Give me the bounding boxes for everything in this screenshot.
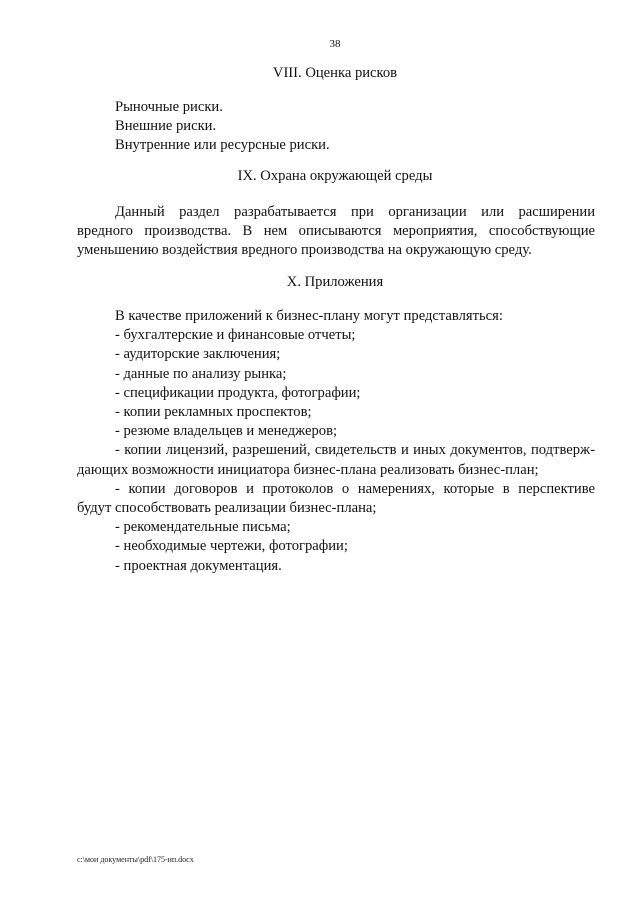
appendix-item: - аудиторские заключения;	[115, 346, 281, 363]
appendix-item-licenses-cont: дающих возможности инициатора бизнес-плана реализовать бизнес-план;	[77, 461, 539, 478]
paragraph-line: уменьшению воздействия вредного производства на окружающую среду.	[77, 242, 532, 259]
appendix-item-licenses: - копии лицензий, разрешений, свидетельств и иных документов, подтверж-	[115, 442, 595, 459]
paragraph-line: Данный раздел разрабатывается при организации или расширении	[115, 204, 595, 220]
appendix-item: - проектная документация.	[115, 557, 282, 574]
appendix-item: - спецификации продукта, фотографии;	[115, 384, 361, 401]
risk-item: Рыночные риски.	[115, 99, 223, 115]
page-number: 38	[329, 38, 341, 50]
section-8-title: VIII. Оценка рисков	[272, 65, 398, 81]
section-10-intro: В качестве приложений к бизнес-плану могут представляться:	[115, 308, 503, 324]
appendix-item: - необходимые чертежи, фотографии;	[115, 538, 348, 555]
paragraph-line: вредного производства. В нем описываются мероприятия, способствующие	[77, 223, 595, 240]
section-10-body	[77, 307, 595, 576]
appendix-item-contracts: - копии договоров и протоколов о намерениях, которые в перспективе	[115, 480, 595, 497]
appendix-item: - данные по анализу рынка;	[115, 365, 287, 382]
appendix-item: - копии рекламных проспектов;	[115, 404, 312, 421]
risk-item: Внешние риски.	[115, 118, 217, 135]
section-9-title: IX. Охрана окружающей среды	[237, 168, 433, 184]
appendix-item-contracts-cont: будут способствовать реализации бизнес-плана;	[77, 500, 377, 517]
risk-item: Внутренние или ресурсные риски.	[115, 137, 330, 154]
section-10-title: X. Приложения	[286, 274, 384, 290]
section-9-paragraph	[77, 203, 595, 261]
appendix-item: - рекомендательные письма;	[115, 519, 291, 536]
appendix-item: - резюме владельцев и менеджеров;	[115, 423, 338, 440]
footer-file-path: c:\мои документы\pdf\175-ип.docx	[77, 855, 194, 864]
appendix-item: - бухгалтерские и финансовые отчеты;	[115, 327, 356, 344]
section-8-list	[77, 98, 595, 156]
